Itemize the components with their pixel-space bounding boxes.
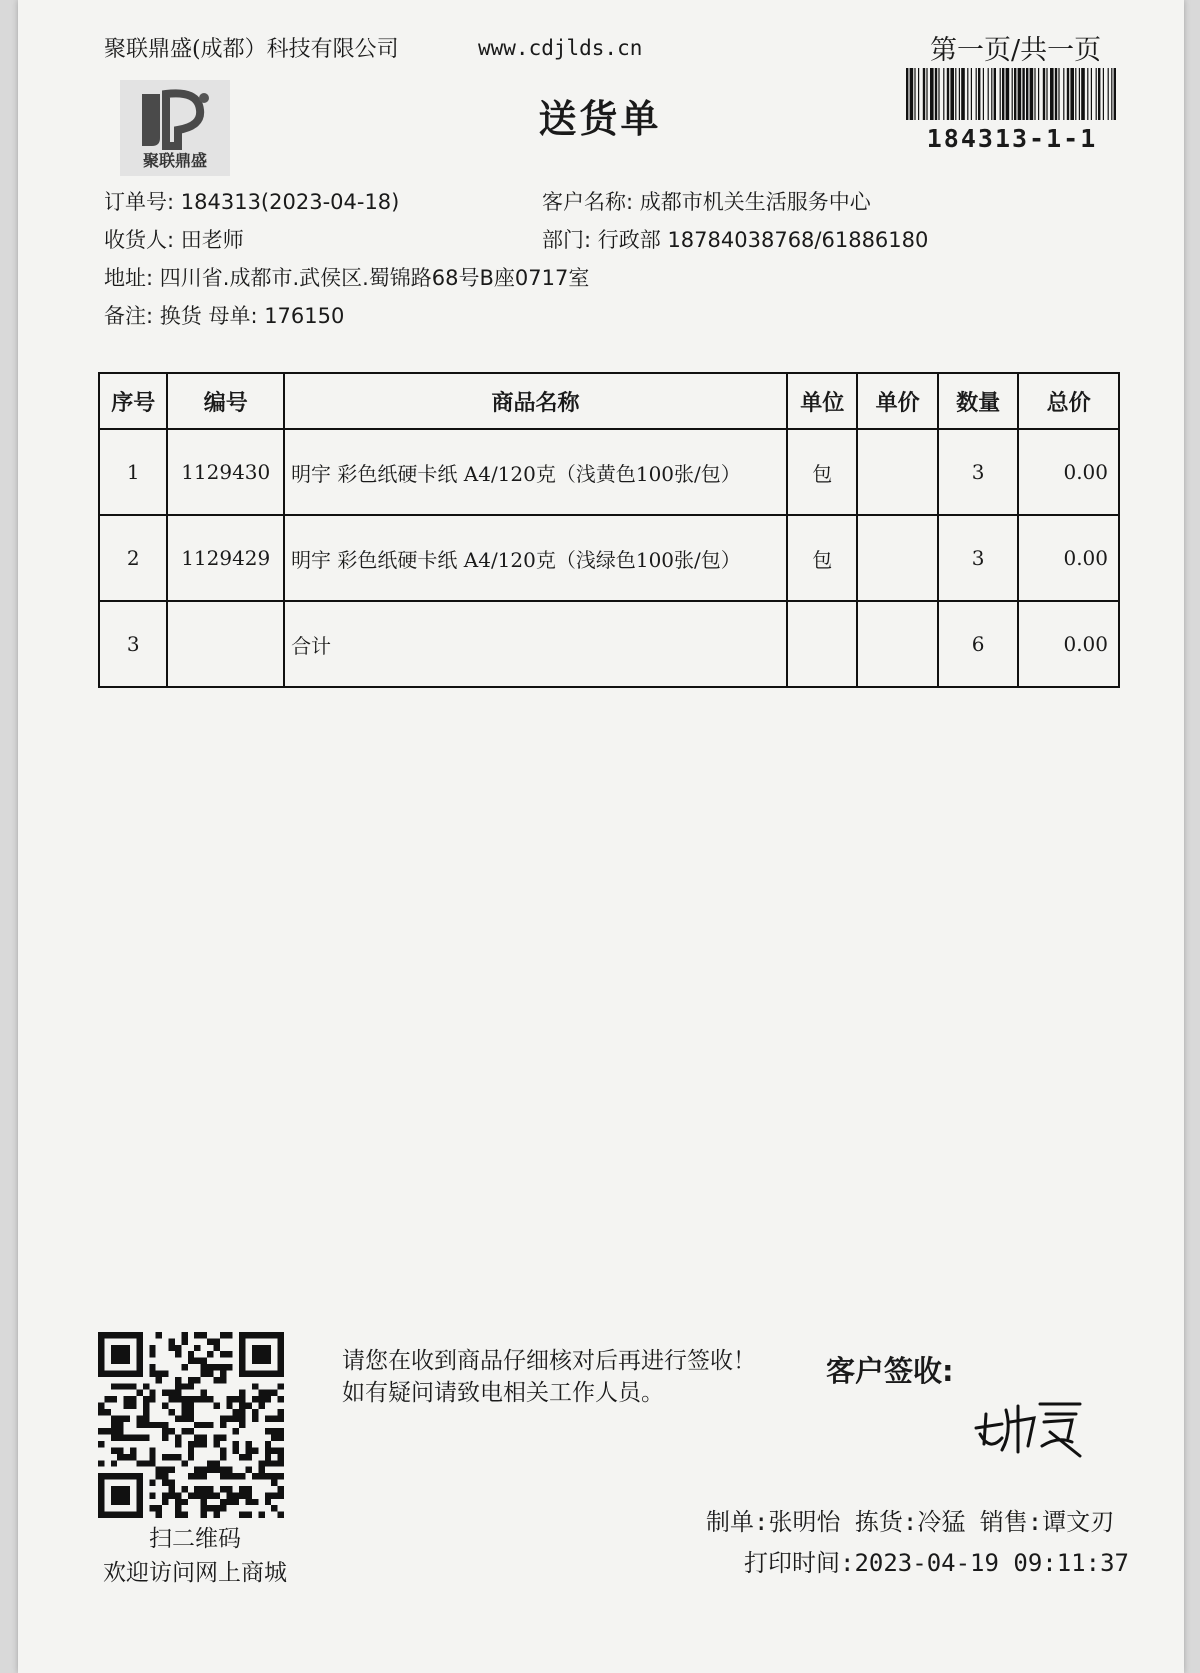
cell-unit-price: [857, 429, 937, 515]
remark-label: 备注:: [104, 304, 154, 328]
remark-value: 换货 母单: 176150: [159, 304, 345, 328]
table-row-summary: [99, 601, 1119, 687]
document-title: 送货单: [538, 96, 662, 141]
cell-total: 0.00: [1018, 515, 1119, 601]
order-number: [104, 186, 399, 216]
barcode-number: 184313-1-1: [926, 124, 1098, 153]
receiver-value: 田老师: [180, 228, 244, 252]
column-header: 单价: [857, 373, 937, 429]
table-header-row: [99, 373, 1119, 429]
cell-code: 1129430: [167, 429, 284, 515]
logo-text: 聚联鼎盛: [142, 151, 208, 170]
receiver: [104, 224, 244, 254]
company-website: www.cdjlds.cn: [478, 36, 643, 60]
customer-name-label: 客户名称:: [542, 190, 634, 214]
remark: [104, 300, 344, 330]
address-value: 四川省.成都市.武侯区.蜀锦路68号B座0717室: [159, 266, 590, 290]
cell-index: 3: [99, 601, 167, 687]
cell-unit-price: [857, 601, 937, 687]
customer-name: [542, 186, 871, 216]
cell-total: 0.00: [1018, 429, 1119, 515]
company-name: 聚联鼎盛(成都）科技有限公司: [104, 37, 399, 62]
department: [542, 224, 928, 254]
cell-product-name: 明宇 彩色纸硬卡纸 A4/120克（浅黄色100张/包）: [284, 429, 787, 515]
qr-caption: [70, 1522, 320, 1590]
column-header: 单位: [787, 373, 857, 429]
qr-code: [98, 1332, 284, 1518]
address: [104, 262, 589, 292]
cell-unit-price: [857, 515, 937, 601]
items-table: [98, 372, 1120, 688]
qr-caption-line2: 欢迎访问网上商城: [103, 1560, 287, 1586]
cell-quantity: 6: [938, 601, 1018, 687]
page-info: 第一页/共一页: [930, 35, 1102, 66]
customer-name-value: 成都市机关生活服务中心: [639, 190, 871, 214]
column-header: 商品名称: [284, 373, 787, 429]
print-time: 打印时间:2023-04-19 09:11:37: [744, 1549, 1129, 1577]
staff-info: 制单:张明怡 拣货:冷猛 销售:谭文刃: [706, 1508, 1115, 1536]
cell-product-name: 明宇 彩色纸硬卡纸 A4/120克（浅绿色100张/包）: [284, 515, 787, 601]
cell-product-name: 合计: [284, 601, 787, 687]
cell-code: [167, 601, 284, 687]
order-number-label: 订单号:: [104, 190, 175, 214]
qr-caption-line1: 扫二维码: [149, 1526, 241, 1552]
cell-unit: 包: [787, 429, 857, 515]
cell-quantity: 3: [938, 515, 1018, 601]
customer-signature: [972, 1392, 1090, 1460]
column-header: 编号: [167, 373, 284, 429]
cell-total: 0.00: [1018, 601, 1119, 687]
cell-unit: [787, 601, 857, 687]
table-row: [99, 429, 1119, 515]
address-label: 地址:: [104, 266, 154, 290]
column-header: 数量: [938, 373, 1018, 429]
cell-code: 1129429: [167, 515, 284, 601]
customer-signature-label: 客户签收:: [826, 1354, 954, 1388]
column-header: 总价: [1018, 373, 1119, 429]
cell-unit: 包: [787, 515, 857, 601]
department-value: 行政部 18784038768/61886180: [597, 228, 929, 252]
receiver-label: 收货人:: [104, 228, 175, 252]
table-row: [99, 515, 1119, 601]
inspection-notice: 请您在收到商品仔细核对后再进行签收！如有疑问请致电相关工作人员。: [342, 1348, 756, 1406]
department-label: 部门:: [542, 228, 592, 252]
column-header: 序号: [99, 373, 167, 429]
order-number-value: 184313(2023-04-18): [180, 190, 400, 214]
cell-index: 2: [99, 515, 167, 601]
cell-quantity: 3: [938, 429, 1018, 515]
cell-index: 1: [99, 429, 167, 515]
